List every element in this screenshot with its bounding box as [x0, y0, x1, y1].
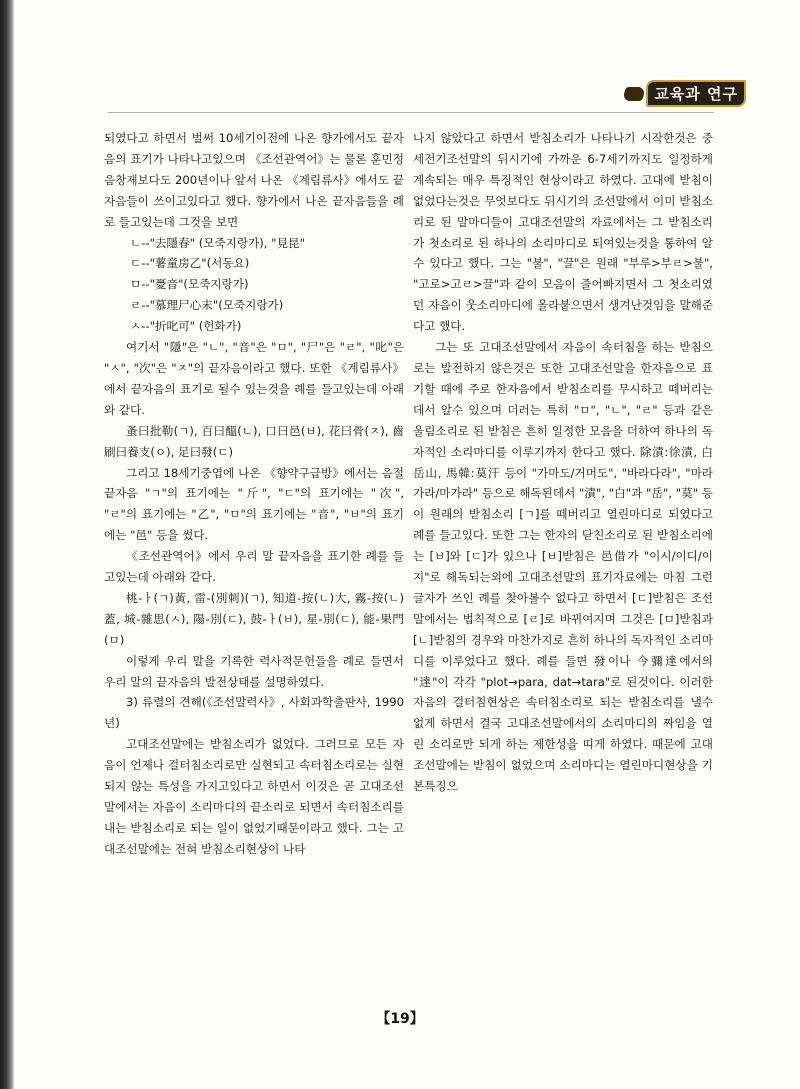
- left-column: [104, 128, 404, 860]
- paragraph: 이렇게 우리 말을 기록한 력사적문헌들을 례로 들면서 우리 말의 끝자음의 발전상태를 설명하였다.: [104, 653, 404, 689]
- paragraph: 고대조선말에는 받침소리가 없었다. 그러므로 모든 자음이 언제나 걸터침소리로만 실현되고 속터침소리로는 실현되지 않는 특성을 가지고있다고 하면서 이것은 곧 고대조선말에서는 자음이 소리마디의 끝소리로 되면서 속터침소리를 내는 받침소리로 되는 일이 없었기때문이라고 했다. 그는 고대조선말에는 전혀 받침소리현상이 나타: [104, 737, 404, 856]
- example-line: 桃-ㅏ(ㄱ)黃, 雷-(別刺)(ㄱ), 知道-按(ㄴ)大, 霧-按(ㄴ)蓋, 城-雜思(ㅅ), 陽-別(ㄷ), 鼓-ㅏ(ㅂ), 星-別(ㄷ), 能-果門(ㅁ): [104, 590, 404, 647]
- example-line: ㄷ--"薯童房乙"(서동요): [130, 256, 250, 271]
- paragraph: 《조선관역어》에서 우리 말 끝자음을 표기한 례를 들고있는데 아래와 같다.: [104, 549, 404, 585]
- header-logo: [624, 80, 746, 107]
- paragraph: 되였다고 하면서 벌써 10세기이전에 나온 향가에서도 끝자음의 표기가 나타나고있으며 《조선관역어》는 물론 훈민정음창제보다도 200년이나 앞서 나온 《계림류사》에서도 끝자음들이 쓰이고있다고 했다. 향가에서 나온 끝자음들을 례로 들고있는데 그것을 보면: [104, 131, 404, 229]
- page-number: 【19】: [376, 1011, 424, 1027]
- paragraph: 나지 않았다고 하면서 받침소리가 나타나기 시작한것은 중세전기조선말의 뒤시기에 가까운 6-7세기까지도 일정하게 계속되는 매우 특징적인 현상이라고 하였다. 고대에 받침이 없었다는것은 무엇보다도 뒤시기의 조선말에서 이미 받침소리로 된 말마디들이 고대조선말의 자료에서는 그 받침소리가 첫소리로 된 하나의 소리마디로 되여있는것을 통하여 알수 있다고 했다. 그는 "불", "끌"은 원래 "부루>부ㄹ>불", "고로>고ㄹ>끌"과 같이 모음이 줄어빠지면서 그 첫소리였던 자음이 웃소리마디에 올라붙으면서 생겨난것임을 말해준다고 했다.: [413, 131, 713, 334]
- section-heading: 3) 류렬의 견해(《조선말력사》, 사회과학출판사, 1990년): [104, 695, 404, 731]
- journal-title: 교육과 연구: [646, 80, 746, 107]
- example-line: ㅅ--"折叱可" (헌화가): [130, 319, 242, 334]
- book-spine-shadow: [0, 0, 14, 1089]
- example-line: ㄹ--"慕理尸心末"(모죽지랑가): [130, 298, 284, 313]
- example-line: ㄴ--"去隱春" (모죽지랑가), "見昆": [130, 235, 305, 250]
- example-line: 蚤曰批勒(ㄱ), 百曰醞(ㄴ), 口曰邑(ㅂ), 花曰骨(ㅈ), 齒刷曰養支(ㅇ), 足曰發(ㄷ): [104, 423, 404, 459]
- paragraph: 여기서 "隱"은 "ㄴ", "音"은 "ㅁ", "尸"은 "ㄹ", "叱"은 "ㅅ", "次"은 "ㅈ"의 끝자음이라고 했다. 또한 《계림류사》에서 끝자음의 표기로 될수 있는것을 례를 들고있는데 아래와 같다.: [104, 340, 404, 417]
- paragraph: 그는 또 고대조선말에서 자음이 속터침을 하는 받침으로는 발전하지 않은것은 또한 고대조선말을 한자음으로 표기할 때에 주로 한자음에서 받침소리를 무시하고 떼버리는데서 알수 있으며 더러는 특히 "ㅁ", "ㄴ", "ㄹ" 등과 같은 울림소리로 된 받침은 흔히 일정한 모음을 더하여 하나의 독자적인 소리마디를 이루기까지 한다고 했다. 除漬:徐漬, 白岳山, 馬韓:莫汗 등이 "가마도/거머도", "바라다라", "마라가라/마가라" 등으로 해독된데서 "漬", "白"과 "岳", "莫" 등이 원래의 받침소리 [ㄱ]를 떼버리고 열린마디로 되였다고 례를 들고있다. 또한 그는 한자의 닫친소리로 된 받침소리에는 [ㅂ]와 [ㄷ]가 있으나 [ㅂ]받침은 邑借가 "이시/이디/이지"로 해독되는외에 고대조선말의 표기자료에는 마침 그런 글자가 쓰인 례를 찾아볼수 없다고 하면서 [ㄷ]받침은 조선말에서는 법칙적으로 [ㄹ]로 바뀌여지며 그것은 [ㅁ]받침과 [ㄴ]받침의 경우와 마찬가지로 흔히 하나의 독자적인 소리마디를 이루었다고 했다. 례를 들면 發이나 今彌達에서의 "達"이 각각 "plot→para, dat→tara"로 된것이다. 이러한 자음의 걸터침현상은 속터침소리로 되는 받침소리를 낼수 없게 하면서 결국 고대조선말에서의 소리마디의 짜임을 열린 소리로만 되게 하는 제한성을 띠게 하였다. 때문에 고대조선말에는 받침이 없었으며 소리마디는 열린마디현상을 기본특징으: [413, 340, 713, 794]
- brush-icon: [622, 87, 646, 101]
- example-line: ㅁ--"憂音"(모죽지랑가): [130, 277, 249, 292]
- paragraph: 그리고 18세기중엽에 나온 《향약구급방》에서는 음절끝자음 "ㄱ"의 표기에는 "斤", "ㄷ"의 표기에는 "次", "ㄹ"의 표기에는 "乙", "ㅁ"의 표기에는 "音", "ㅂ"의 표기에는 "邑" 등을 썼다.: [104, 465, 404, 543]
- right-column: [413, 128, 713, 797]
- header-divider: [108, 112, 714, 113]
